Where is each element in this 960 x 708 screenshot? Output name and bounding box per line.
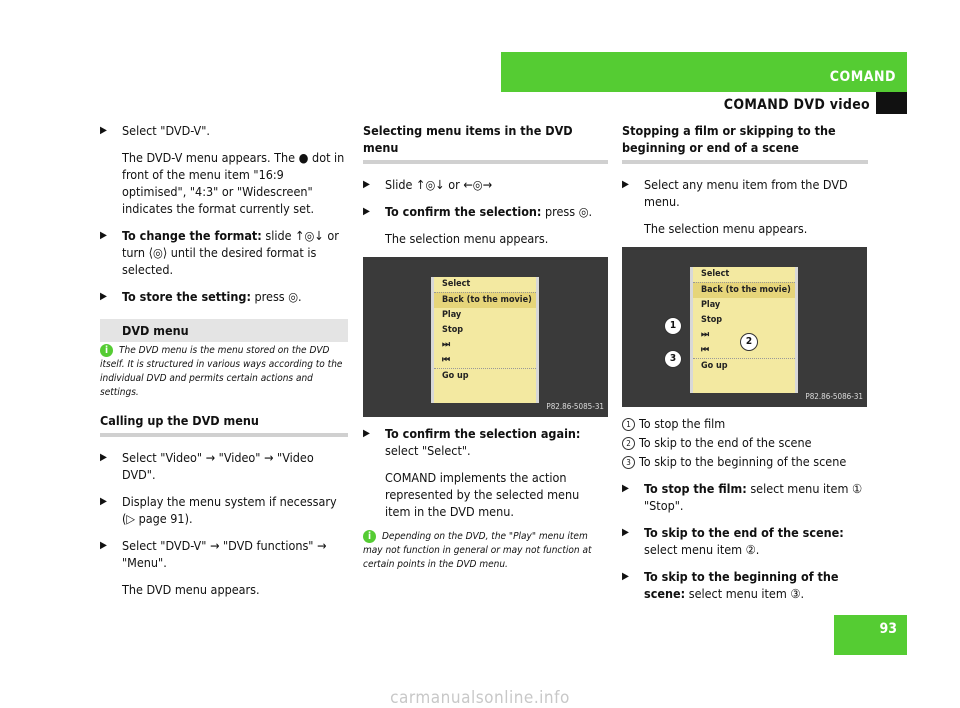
photo-caption: P82.86-5086-31 bbox=[805, 392, 863, 401]
dvd-menu-photo bbox=[363, 257, 608, 417]
watermark: carmanualsonline.info bbox=[390, 688, 570, 708]
paragraph: The selection menu appears. bbox=[385, 231, 549, 246]
step: ▶ Select "Video" → "Video" → "Video DVD". bbox=[100, 450, 314, 482]
section-title: COMAND bbox=[829, 69, 896, 85]
paragraph: COMAND implements the action represented by the selected menu item in the DVD menu. bbox=[385, 470, 580, 519]
info-icon: i bbox=[363, 530, 376, 543]
column-1 bbox=[100, 122, 348, 608]
step: ▶ Select "DVD-V" → "DVD functions" → "Menu". bbox=[100, 538, 327, 570]
menu-item: Play bbox=[442, 310, 462, 320]
menu-panel bbox=[690, 267, 798, 393]
step: ▶ To confirm the selection: press ◎. bbox=[363, 204, 593, 219]
heading-rule bbox=[363, 160, 608, 164]
step: ▶ Select any menu item from the DVD menu. bbox=[622, 177, 848, 209]
bullet-arrow-icon: ▶ bbox=[100, 540, 107, 551]
bullet-arrow-icon: ▶ bbox=[363, 206, 370, 217]
info-icon: i bbox=[100, 344, 113, 357]
legend-item: 1 To stop the film bbox=[622, 415, 868, 432]
menu-item: Go up bbox=[693, 358, 795, 374]
legend-item: 3 To skip to the beginning of the scene bbox=[622, 453, 868, 470]
step: ▶ To skip to the beginning of the scene: select menu item ③. bbox=[622, 569, 839, 601]
heading-rule bbox=[622, 160, 868, 164]
bullet-arrow-icon: ▶ bbox=[100, 230, 107, 241]
callout-2: 2 bbox=[740, 333, 758, 351]
menu-item: Stop bbox=[442, 325, 464, 335]
menu-item: Back (to the movie) bbox=[434, 292, 536, 308]
bullet-arrow-icon: ▶ bbox=[100, 125, 107, 136]
column-3 bbox=[622, 122, 868, 612]
step: ▶ Select "DVD-V". bbox=[100, 123, 210, 138]
photo-caption: P82.86-5085-31 bbox=[546, 402, 604, 411]
menu-item: Back (to the movie) bbox=[693, 282, 795, 298]
bullet-arrow-icon: ▶ bbox=[100, 452, 107, 463]
step: ▶ To confirm the selection again: select "Select". bbox=[363, 426, 581, 458]
step: ▶ Display the menu system if necessary (▷ page 91). bbox=[100, 494, 337, 526]
dvd-menu-photo bbox=[622, 247, 867, 407]
menu-item: Play bbox=[701, 300, 721, 310]
header-tab-marker bbox=[876, 92, 907, 114]
menu-item: Select bbox=[442, 279, 471, 289]
section-heading: Stopping a film or skipping to the beginning or end of a scene bbox=[622, 123, 836, 155]
step: ▶ To change the format: slide ↑◎↓ or turn ⟨◎⟩ until the desired format is selected. bbox=[100, 228, 339, 277]
page-number: 93 bbox=[879, 621, 897, 637]
step: ▶ To stop the film: select menu item ① "Stop". bbox=[622, 481, 863, 513]
callout-1: 1 bbox=[664, 317, 682, 335]
menu-item: ⏮ bbox=[442, 355, 451, 365]
note-box-title: DVD menu bbox=[100, 319, 348, 342]
step: ▶ To skip to the end of the scene: select menu item ②. bbox=[622, 525, 844, 557]
menu-item: ⏮ bbox=[701, 345, 710, 355]
bullet-arrow-icon: ▶ bbox=[622, 571, 629, 582]
bullet-arrow-icon: ▶ bbox=[363, 179, 370, 190]
paragraph: The DVD menu appears. bbox=[122, 582, 260, 597]
menu-item: ⏭ bbox=[701, 330, 710, 340]
bullet-arrow-icon: ▶ bbox=[622, 179, 629, 190]
bullet-arrow-icon: ▶ bbox=[622, 483, 629, 494]
menu-item: ⏭ bbox=[442, 340, 451, 350]
bullet-arrow-icon: ▶ bbox=[100, 496, 107, 507]
paragraph: The selection menu appears. bbox=[644, 221, 808, 236]
info-note: i The DVD menu is the menu stored on the DVD itself. It is structured in various ways according to the individual DVD and permits certain actions and settings. bbox=[100, 345, 343, 398]
menu-item: Select bbox=[701, 269, 730, 279]
bullet-arrow-icon: ▶ bbox=[100, 291, 107, 302]
bullet-arrow-icon: ▶ bbox=[363, 428, 370, 439]
step: ▶ Slide ↑◎↓ or ←◎→ bbox=[363, 177, 492, 192]
info-note: i Depending on the DVD, the "Play" menu item may not function in general or may not function at certain points in the DVD menu. bbox=[363, 531, 592, 570]
section-heading: Calling up the DVD menu bbox=[100, 413, 259, 428]
step: ▶ To store the setting: press ◎. bbox=[100, 289, 302, 304]
menu-item: Stop bbox=[701, 315, 723, 325]
menu-item: Go up bbox=[434, 368, 536, 384]
legend-item: 2 To skip to the end of the scene bbox=[622, 434, 868, 451]
bullet-arrow-icon: ▶ bbox=[622, 527, 629, 538]
heading-rule bbox=[100, 433, 348, 437]
callout-3: 3 bbox=[664, 350, 682, 368]
page-subtitle: COMAND DVD video bbox=[723, 97, 870, 113]
paragraph: The DVD-V menu appears. The ● dot in front of the menu item "16:9 optimised", "4:3" or "Widescreen" indicates the format currently set. bbox=[122, 150, 345, 216]
menu-panel bbox=[431, 277, 539, 403]
column-2 bbox=[363, 122, 608, 584]
section-heading: Selecting menu items in the DVD menu bbox=[363, 123, 573, 155]
